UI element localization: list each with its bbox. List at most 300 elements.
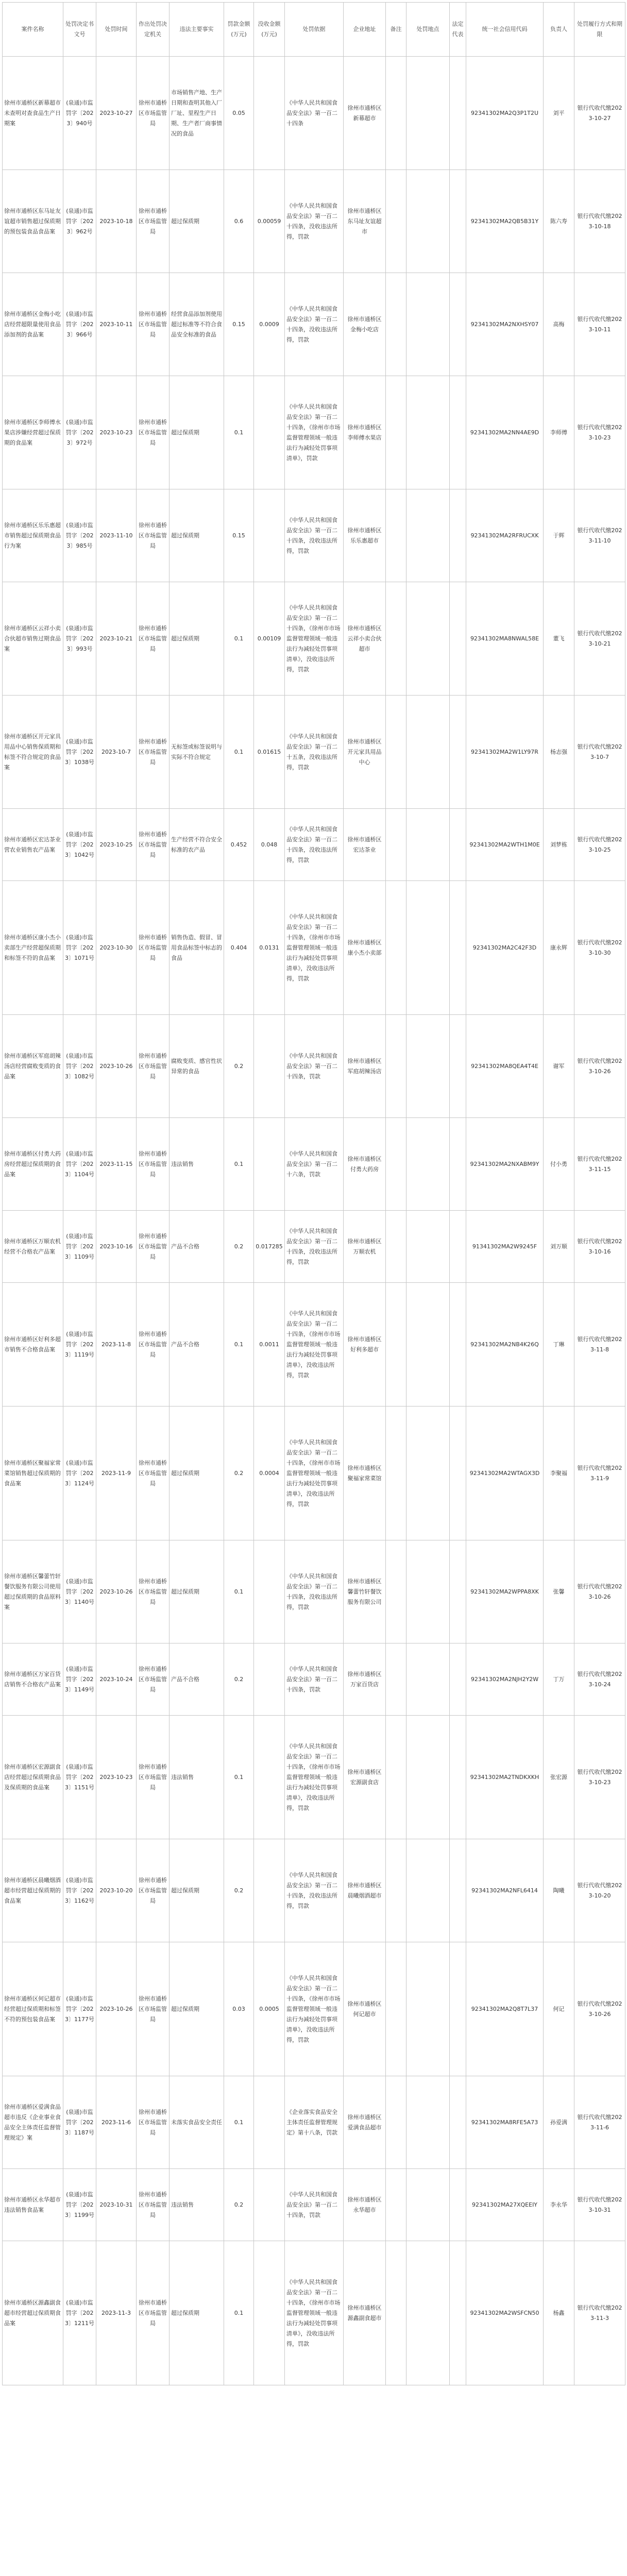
violation-fact-cell: 超过保质期 bbox=[170, 489, 224, 582]
enterprise-address-cell: 徐州市通桥区东马址友谊超市 bbox=[344, 170, 386, 273]
responsible-person-cell: 丁琳 bbox=[544, 1283, 574, 1406]
confiscation-amount-cell bbox=[254, 2076, 285, 2169]
responsible-person-cell: 陶曦 bbox=[544, 1839, 574, 1942]
credit-code-cell: 92341302MA2WTH1M0E bbox=[466, 809, 544, 881]
table-row bbox=[3, 881, 625, 1015]
decision-number-cell: (泉通)市监罚字〔2023〕1211号 bbox=[63, 2241, 96, 2385]
enterprise-address-cell: 徐州市通桥区万顺农机 bbox=[344, 1211, 386, 1283]
legal-representative-cell bbox=[450, 1540, 466, 1643]
confiscation-amount-cell bbox=[254, 2241, 285, 2385]
responsible-person-cell: 付小勇 bbox=[544, 1118, 574, 1211]
credit-code-cell: 92341302MA2WTAGX3D bbox=[466, 1406, 544, 1540]
enterprise-address-cell: 徐州市通桥区聚福家常菜馆 bbox=[344, 1406, 386, 1540]
penalty-location-cell bbox=[406, 2169, 450, 2241]
table-row bbox=[3, 1540, 625, 1643]
payment-method-cell: 银行代收代缴2023-10-26 bbox=[574, 1942, 625, 2076]
authority-cell: 徐州市通桥区市场监管局 bbox=[137, 1716, 170, 1839]
credit-code-cell: 92341302MA2WPPA8XK bbox=[466, 1540, 544, 1643]
penalty-location-cell bbox=[406, 489, 450, 582]
legal-representative-cell bbox=[450, 1643, 466, 1716]
penalty-location-cell bbox=[406, 1643, 450, 1716]
table-row bbox=[3, 1643, 625, 1716]
remark-cell bbox=[386, 1839, 406, 1942]
legal-basis-cell: 《中华人民共和国食品安全法》第一百二十四条，没收违法所得，罚款 bbox=[285, 1211, 344, 1283]
legal-basis-cell: 《企业落实食品安全主体责任监督管理规定》第十八条，罚款 bbox=[285, 2076, 344, 2169]
table-row bbox=[3, 1211, 625, 1283]
violation-fact-cell: 腐败变质、感官性状异常的食品 bbox=[170, 1015, 224, 1118]
penalty-date-cell: 2023-11-3 bbox=[96, 2241, 137, 2385]
remark-cell bbox=[386, 696, 406, 809]
legal-basis-cell: 《中华人民共和国食品安全法》第一百二十四条，罚款 bbox=[285, 1015, 344, 1118]
column-header: 违法主要事实 bbox=[170, 3, 224, 57]
enterprise-address-cell: 徐州市通桥区金梅小吃店 bbox=[344, 273, 386, 376]
fine-amount-cell: 0.05 bbox=[224, 57, 254, 170]
violation-fact-cell: 生产经营不符合安全标准的农产品 bbox=[170, 809, 224, 881]
confiscation-amount-cell bbox=[254, 1839, 285, 1942]
decision-number-cell: (泉通)市监罚字〔2023〕1038号 bbox=[63, 696, 96, 809]
table-row bbox=[3, 57, 625, 170]
legal-representative-cell bbox=[450, 57, 466, 170]
case-name-cell: 徐州市通桥区宏源副食店经营超过保质期食品及保质期的食品案 bbox=[3, 1716, 63, 1839]
remark-cell bbox=[386, 2169, 406, 2241]
case-name-cell: 徐州市通桥区军庭胡辣汤店经营腐败变质的食品案 bbox=[3, 1015, 63, 1118]
enterprise-address-cell: 徐州市通桥区永华超市 bbox=[344, 2169, 386, 2241]
fine-amount-cell: 0.15 bbox=[224, 489, 254, 582]
table-row bbox=[3, 1839, 625, 1942]
decision-number-cell: (泉通)市监罚字〔2023〕993号 bbox=[63, 582, 96, 696]
penalty-date-cell: 2023-11-10 bbox=[96, 489, 137, 582]
penalty-location-cell bbox=[406, 1283, 450, 1406]
remark-cell bbox=[386, 1283, 406, 1406]
legal-representative-cell bbox=[450, 881, 466, 1015]
payment-method-cell: 银行代收代缴2023-10-21 bbox=[574, 582, 625, 696]
column-header: 统一社会信用代码 bbox=[466, 3, 544, 57]
credit-code-cell: 92341302MA2NXHSY07 bbox=[466, 273, 544, 376]
penalty-date-cell: 2023-10-25 bbox=[96, 809, 137, 881]
table-row bbox=[3, 1942, 625, 2076]
legal-representative-cell bbox=[450, 1839, 466, 1942]
legal-basis-cell: 《中华人民共和国食品安全法》第一百二十四条，没收违法所得，罚款 bbox=[285, 1839, 344, 1942]
penalty-date-cell: 2023-11-9 bbox=[96, 1406, 137, 1540]
penalty-date-cell: 2023-10-23 bbox=[96, 376, 137, 489]
remark-cell bbox=[386, 1942, 406, 2076]
enterprise-address-cell: 徐州市通桥区李师傅水果店 bbox=[344, 376, 386, 489]
violation-fact-cell: 销售伪造、假冒、冒用食品标签中标志的食品 bbox=[170, 881, 224, 1015]
remark-cell bbox=[386, 1643, 406, 1716]
responsible-person-cell: 谢军 bbox=[544, 1015, 574, 1118]
penalty-date-cell: 2023-10-20 bbox=[96, 1839, 137, 1942]
fine-amount-cell: 0.1 bbox=[224, 2076, 254, 2169]
table-row bbox=[3, 1406, 625, 1540]
fine-amount-cell: 0.2 bbox=[224, 1406, 254, 1540]
remark-cell bbox=[386, 1118, 406, 1211]
decision-number-cell: (泉通)市监罚字〔2023〕1082号 bbox=[63, 1015, 96, 1118]
fine-amount-cell: 0.452 bbox=[224, 809, 254, 881]
confiscation-amount-cell bbox=[254, 1643, 285, 1716]
enterprise-address-cell: 徐州市通桥区开元家具用品中心 bbox=[344, 696, 386, 809]
enterprise-address-cell: 徐州市通桥区康小杰小卖部 bbox=[344, 881, 386, 1015]
penalty-location-cell bbox=[406, 273, 450, 376]
table-row bbox=[3, 2169, 625, 2241]
enterprise-address-cell: 徐州市通桥区军庭胡辣汤店 bbox=[344, 1015, 386, 1118]
decision-number-cell: (泉通)市监罚字〔2023〕940号 bbox=[63, 57, 96, 170]
payment-method-cell: 银行代收代缴2023-11-8 bbox=[574, 1283, 625, 1406]
table-row bbox=[3, 1716, 625, 1839]
remark-cell bbox=[386, 273, 406, 376]
table-row bbox=[3, 809, 625, 881]
fine-amount-cell: 0.1 bbox=[224, 582, 254, 696]
confiscation-amount-cell: 0.0131 bbox=[254, 881, 285, 1015]
remark-cell bbox=[386, 1716, 406, 1839]
decision-number-cell: (泉通)市监罚字〔2023〕1199号 bbox=[63, 2169, 96, 2241]
enterprise-address-cell: 徐州市通桥区晨曦烟酒超市 bbox=[344, 1839, 386, 1942]
table-row bbox=[3, 2076, 625, 2169]
authority-cell: 徐州市通桥区市场监管局 bbox=[137, 376, 170, 489]
column-header: 负责人 bbox=[544, 3, 574, 57]
authority-cell: 徐州市通桥区市场监管局 bbox=[137, 809, 170, 881]
penalty-location-cell bbox=[406, 1839, 450, 1942]
legal-basis-cell: 《中华人民共和国食品安全法》第一百二十四条 bbox=[285, 57, 344, 170]
penalty-location-cell bbox=[406, 809, 450, 881]
enterprise-address-cell: 徐州市通桥区宏达茶业 bbox=[344, 809, 386, 881]
payment-method-cell: 银行代收代缴2023-10-20 bbox=[574, 1839, 625, 1942]
credit-code-cell: 92341302MA2NN4AE9D bbox=[466, 376, 544, 489]
authority-cell: 徐州市通桥区市场监管局 bbox=[137, 1406, 170, 1540]
penalty-date-cell: 2023-10-26 bbox=[96, 1540, 137, 1643]
enterprise-address-cell: 徐州市通桥区乐乐惠超市 bbox=[344, 489, 386, 582]
responsible-person-cell: 陈六寿 bbox=[544, 170, 574, 273]
fine-amount-cell: 0.6 bbox=[224, 170, 254, 273]
case-name-cell: 徐州市通桥区爱满食品超市违反《企业事业食品安全主体责任监督管理规定》案 bbox=[3, 2076, 63, 2169]
remark-cell bbox=[386, 881, 406, 1015]
authority-cell: 徐州市通桥区市场监管局 bbox=[137, 881, 170, 1015]
table-row bbox=[3, 376, 625, 489]
decision-number-cell: (泉通)市监罚字〔2023〕1119号 bbox=[63, 1283, 96, 1406]
confiscation-amount-cell: 0.0005 bbox=[254, 1942, 285, 2076]
column-header: 备注 bbox=[386, 3, 406, 57]
decision-number-cell: (泉通)市监罚字〔2023〕966号 bbox=[63, 273, 96, 376]
column-header: 处罚依据 bbox=[285, 3, 344, 57]
responsible-person-cell: 刘万顺 bbox=[544, 1211, 574, 1283]
case-name-cell: 徐州市通桥区东马址友谊超市销售超过保质期的预包装食品食品案 bbox=[3, 170, 63, 273]
legal-representative-cell bbox=[450, 376, 466, 489]
legal-representative-cell bbox=[450, 273, 466, 376]
responsible-person-cell: 李永华 bbox=[544, 2169, 574, 2241]
table-row bbox=[3, 582, 625, 696]
payment-method-cell: 银行代收代缴2023-10-23 bbox=[574, 376, 625, 489]
confiscation-amount-cell: 0.0009 bbox=[254, 273, 285, 376]
remark-cell bbox=[386, 489, 406, 582]
penalty-location-cell bbox=[406, 57, 450, 170]
penalty-date-cell: 2023-10-7 bbox=[96, 696, 137, 809]
column-header: 处罚时间 bbox=[96, 3, 137, 57]
legal-representative-cell bbox=[450, 1211, 466, 1283]
payment-method-cell: 银行代收代缴2023-10-26 bbox=[574, 1015, 625, 1118]
fine-amount-cell: 0.2 bbox=[224, 1015, 254, 1118]
penalty-location-cell bbox=[406, 881, 450, 1015]
table-row bbox=[3, 2241, 625, 2385]
table-header-row bbox=[3, 3, 625, 57]
remark-cell bbox=[386, 170, 406, 273]
credit-code-cell: 92341302MA2RFRUCXK bbox=[466, 489, 544, 582]
column-header: 法定代表 bbox=[450, 3, 466, 57]
responsible-person-cell: 李聚福 bbox=[544, 1406, 574, 1540]
case-name-cell: 徐州市通桥区宏达茶业营农业销售农产品案 bbox=[3, 809, 63, 881]
legal-basis-cell: 《中华人民共和国食品安全法》第一百二十四条，《徐州市市场监督管理领域一般违法行为减轻处罚事项清单》，没收违法所得，罚款 bbox=[285, 1283, 344, 1406]
fine-amount-cell: 0.2 bbox=[224, 1643, 254, 1716]
case-name-cell: 徐州市通桥区馨蕾竹轩餐饮服务有限公司使用超过保质期的食品原料案 bbox=[3, 1540, 63, 1643]
penalty-location-cell bbox=[406, 696, 450, 809]
document-page bbox=[2, 2, 625, 2385]
column-header: 罚款金额(万元) bbox=[224, 3, 254, 57]
violation-fact-cell: 超过保质期 bbox=[170, 376, 224, 489]
responsible-person-cell: 杨鑫 bbox=[544, 2241, 574, 2385]
column-header: 没收金额(万元) bbox=[254, 3, 285, 57]
enterprise-address-cell: 徐州市通桥区何记超市 bbox=[344, 1942, 386, 2076]
table-row bbox=[3, 1015, 625, 1118]
enterprise-address-cell: 徐州市通桥区付勇大药房 bbox=[344, 1118, 386, 1211]
remark-cell bbox=[386, 57, 406, 170]
enterprise-address-cell: 徐州市通桥区宏源副食店 bbox=[344, 1716, 386, 1839]
case-name-cell: 徐州市通桥区云祥小卖合伙超市销售过期食品案 bbox=[3, 582, 63, 696]
violation-fact-cell: 超过保质期 bbox=[170, 1942, 224, 2076]
penalty-location-cell bbox=[406, 170, 450, 273]
penalty-table bbox=[2, 2, 625, 2385]
table-row bbox=[3, 1283, 625, 1406]
legal-basis-cell: 《中华人民共和国食品安全法》第一百二十四条，《徐州市市场监督管理领域一般违法行为减轻处罚事项清单》，没收违法所得，罚款 bbox=[285, 1942, 344, 2076]
table-row bbox=[3, 1118, 625, 1211]
legal-representative-cell bbox=[450, 2241, 466, 2385]
case-name-cell: 徐州市通桥区聚福家常菜馆销售超过保质期的食品案 bbox=[3, 1406, 63, 1540]
confiscation-amount-cell bbox=[254, 1716, 285, 1839]
violation-fact-cell: 无标签或标签说明与实际不符合规定 bbox=[170, 696, 224, 809]
responsible-person-cell: 于辉 bbox=[544, 489, 574, 582]
penalty-location-cell bbox=[406, 1716, 450, 1839]
remark-cell bbox=[386, 1211, 406, 1283]
legal-representative-cell bbox=[450, 696, 466, 809]
legal-basis-cell: 《中华人民共和国食品安全法》第一百二十四条，没收违法所得，罚款 bbox=[285, 273, 344, 376]
fine-amount-cell: 0.1 bbox=[224, 376, 254, 489]
authority-cell: 徐州市通桥区市场监管局 bbox=[137, 1015, 170, 1118]
authority-cell: 徐州市通桥区市场监管局 bbox=[137, 1942, 170, 2076]
case-name-cell: 徐州市通桥区开元家具用品中心销售保质期和标签不符合规定的食品案 bbox=[3, 696, 63, 809]
enterprise-address-cell: 徐州市通桥区好利多超市 bbox=[344, 1283, 386, 1406]
legal-representative-cell bbox=[450, 170, 466, 273]
authority-cell: 徐州市通桥区市场监管局 bbox=[137, 57, 170, 170]
confiscation-amount-cell: 0.0011 bbox=[254, 1283, 285, 1406]
penalty-location-cell bbox=[406, 1540, 450, 1643]
authority-cell: 徐州市通桥区市场监管局 bbox=[137, 1118, 170, 1211]
penalty-location-cell bbox=[406, 1015, 450, 1118]
payment-method-cell: 银行代收代缴2023-10-23 bbox=[574, 1716, 625, 1839]
legal-representative-cell bbox=[450, 1406, 466, 1540]
penalty-date-cell: 2023-10-31 bbox=[96, 2169, 137, 2241]
violation-fact-cell: 违法销售 bbox=[170, 2169, 224, 2241]
credit-code-cell: 91341302MA2W9245F bbox=[466, 1211, 544, 1283]
fine-amount-cell: 0.1 bbox=[224, 696, 254, 809]
violation-fact-cell: 未落实食品安全责任 bbox=[170, 2076, 224, 2169]
confiscation-amount-cell: 0.048 bbox=[254, 809, 285, 881]
column-header: 企业地址 bbox=[344, 3, 386, 57]
column-header: 案件名称 bbox=[3, 3, 63, 57]
legal-basis-cell: 《中华人民共和国食品安全法》第一百二十四条，没收违法所得，罚款 bbox=[285, 1540, 344, 1643]
confiscation-amount-cell bbox=[254, 1118, 285, 1211]
table-row bbox=[3, 696, 625, 809]
case-name-cell: 徐州市通桥区永华超市违法销售食品案 bbox=[3, 2169, 63, 2241]
table-row bbox=[3, 489, 625, 582]
violation-fact-cell: 违法销售 bbox=[170, 1118, 224, 1211]
payment-method-cell: 银行代收代缴2023-10-26 bbox=[574, 1540, 625, 1643]
decision-number-cell: (泉通)市监罚字〔2023〕972号 bbox=[63, 376, 96, 489]
penalty-date-cell: 2023-10-27 bbox=[96, 57, 137, 170]
remark-cell bbox=[386, 1540, 406, 1643]
legal-basis-cell: 《中华人民共和国食品安全法》第一百二十四条，《徐州市市场监督管理领域一般违法行为减轻处罚事项清单》，没收违法所得，罚款 bbox=[285, 881, 344, 1015]
payment-method-cell: 银行代收代缴2023-10-30 bbox=[574, 881, 625, 1015]
penalty-location-cell bbox=[406, 2076, 450, 2169]
authority-cell: 徐州市通桥区市场监管局 bbox=[137, 170, 170, 273]
legal-representative-cell bbox=[450, 1716, 466, 1839]
violation-fact-cell: 经营食品添加剂使用超过标准等不符合食品安全标准的食品 bbox=[170, 273, 224, 376]
column-header: 处罚地点 bbox=[406, 3, 450, 57]
decision-number-cell: (泉通)市监罚字〔2023〕1042号 bbox=[63, 809, 96, 881]
responsible-person-cell: 何记 bbox=[544, 1942, 574, 2076]
legal-representative-cell bbox=[450, 1283, 466, 1406]
authority-cell: 徐州市通桥区市场监管局 bbox=[137, 1540, 170, 1643]
violation-fact-cell: 超过保质期 bbox=[170, 170, 224, 273]
authority-cell: 徐州市通桥区市场监管局 bbox=[137, 2241, 170, 2385]
violation-fact-cell: 超过保质期 bbox=[170, 582, 224, 696]
authority-cell: 徐州市通桥区市场监管局 bbox=[137, 2076, 170, 2169]
authority-cell: 徐州市通桥区市场监管局 bbox=[137, 696, 170, 809]
confiscation-amount-cell: 0.01615 bbox=[254, 696, 285, 809]
enterprise-address-cell: 徐州市通桥区新幕超市 bbox=[344, 57, 386, 170]
case-name-cell: 徐州市通桥区金梅小吃店经营超限量使用食品添加剂的食品案 bbox=[3, 273, 63, 376]
responsible-person-cell: 刘平 bbox=[544, 57, 574, 170]
column-header: 作出处罚决定机关 bbox=[137, 3, 170, 57]
confiscation-amount-cell: 0.00059 bbox=[254, 170, 285, 273]
responsible-person-cell: 刘梦栋 bbox=[544, 809, 574, 881]
legal-basis-cell: 《中华人民共和国食品安全法》第一百二十四条，罚款 bbox=[285, 2169, 344, 2241]
remark-cell bbox=[386, 2241, 406, 2385]
fine-amount-cell: 0.1 bbox=[224, 1540, 254, 1643]
fine-amount-cell: 0.404 bbox=[224, 881, 254, 1015]
responsible-person-cell: 杨志强 bbox=[544, 696, 574, 809]
penalty-location-cell bbox=[406, 1118, 450, 1211]
payment-method-cell: 银行代收代缴2023-11-3 bbox=[574, 2241, 625, 2385]
decision-number-cell: (泉通)市监罚字〔2023〕1109号 bbox=[63, 1211, 96, 1283]
penalty-date-cell: 2023-11-15 bbox=[96, 1118, 137, 1211]
fine-amount-cell: 0.2 bbox=[224, 1211, 254, 1283]
penalty-date-cell: 2023-10-18 bbox=[96, 170, 137, 273]
legal-basis-cell: 《中华人民共和国食品安全法》第一百二十四条，没收违法所得，罚款 bbox=[285, 489, 344, 582]
enterprise-address-cell: 徐州市通桥区爱满食品超市 bbox=[344, 2076, 386, 2169]
violation-fact-cell: 产品不合格 bbox=[170, 1283, 224, 1406]
credit-code-cell: 92341302MA8QEA4T4E bbox=[466, 1015, 544, 1118]
enterprise-address-cell: 徐州市通桥区万家百货店 bbox=[344, 1643, 386, 1716]
authority-cell: 徐州市通桥区市场监管局 bbox=[137, 2169, 170, 2241]
violation-fact-cell: 违法销售 bbox=[170, 1716, 224, 1839]
penalty-date-cell: 2023-10-16 bbox=[96, 1211, 137, 1283]
decision-number-cell: (泉通)市监罚字〔2023〕1177号 bbox=[63, 1942, 96, 2076]
penalty-date-cell: 2023-10-26 bbox=[96, 1015, 137, 1118]
decision-number-cell: (泉通)市监罚字〔2023〕1151号 bbox=[63, 1716, 96, 1839]
fine-amount-cell: 0.1 bbox=[224, 1283, 254, 1406]
legal-basis-cell: 《中华人民共和国食品安全法》第一百二十四条，《徐州市市场监督管理领域一般违法行为减轻处罚事项清单》，没收违法所得，罚款 bbox=[285, 1716, 344, 1839]
responsible-person-cell: 张馨 bbox=[544, 1540, 574, 1643]
violation-fact-cell: 超过保质期 bbox=[170, 1540, 224, 1643]
legal-representative-cell bbox=[450, 1015, 466, 1118]
fine-amount-cell: 0.1 bbox=[224, 1118, 254, 1211]
authority-cell: 徐州市通桥区市场监管局 bbox=[137, 1211, 170, 1283]
decision-number-cell: (泉通)市监罚字〔2023〕1187号 bbox=[63, 2076, 96, 2169]
decision-number-cell: (泉通)市监罚字〔2023〕1071号 bbox=[63, 881, 96, 1015]
confiscation-amount-cell bbox=[254, 489, 285, 582]
remark-cell bbox=[386, 1406, 406, 1540]
case-name-cell: 徐州市通桥区乐乐惠超市销售超过保质期食品行为案 bbox=[3, 489, 63, 582]
authority-cell: 徐州市通桥区市场监管局 bbox=[137, 489, 170, 582]
responsible-person-cell: 李师傅 bbox=[544, 376, 574, 489]
column-header: 处罚履行方式和期限 bbox=[574, 3, 625, 57]
case-name-cell: 徐州市通桥区源鑫副食超市经营超过保质期食品案 bbox=[3, 2241, 63, 2385]
legal-representative-cell bbox=[450, 489, 466, 582]
payment-method-cell: 银行代收代缴2023-11-6 bbox=[574, 2076, 625, 2169]
penalty-date-cell: 2023-10-11 bbox=[96, 273, 137, 376]
credit-code-cell: 92341302MA2W1LY97R bbox=[466, 696, 544, 809]
legal-representative-cell bbox=[450, 2076, 466, 2169]
violation-fact-cell: 产品不合格 bbox=[170, 1643, 224, 1716]
legal-representative-cell bbox=[450, 1118, 466, 1211]
decision-number-cell: (泉通)市监罚字〔2023〕1149号 bbox=[63, 1643, 96, 1716]
legal-basis-cell: 《中华人民共和国食品安全法》第一百二十四条，《徐州市市场监督管理领域一般违法行为减轻处罚事项清单》，没收违法所得，罚款 bbox=[285, 1406, 344, 1540]
fine-amount-cell: 0.03 bbox=[224, 1942, 254, 2076]
decision-number-cell: (泉通)市监罚字〔2023〕1162号 bbox=[63, 1839, 96, 1942]
column-header: 处罚决定书文号 bbox=[63, 3, 96, 57]
payment-method-cell: 银行代收代缴2023-10-18 bbox=[574, 170, 625, 273]
responsible-person-cell: 张宏源 bbox=[544, 1716, 574, 1839]
penalty-date-cell: 2023-10-30 bbox=[96, 881, 137, 1015]
violation-fact-cell: 产品不合格 bbox=[170, 1211, 224, 1283]
legal-representative-cell bbox=[450, 2169, 466, 2241]
penalty-location-cell bbox=[406, 1942, 450, 2076]
payment-method-cell: 银行代收代缴2023-10-27 bbox=[574, 57, 625, 170]
table-body bbox=[3, 57, 625, 2385]
responsible-person-cell: 孙爱满 bbox=[544, 2076, 574, 2169]
confiscation-amount-cell bbox=[254, 57, 285, 170]
payment-method-cell: 银行代收代缴2023-10-25 bbox=[574, 809, 625, 881]
enterprise-address-cell: 徐州市通桥区云祥小卖合伙超市 bbox=[344, 582, 386, 696]
case-name-cell: 徐州市通桥区好利多超市销售不合格食品案 bbox=[3, 1283, 63, 1406]
penalty-date-cell: 2023-10-24 bbox=[96, 1643, 137, 1716]
fine-amount-cell: 0.15 bbox=[224, 273, 254, 376]
remark-cell bbox=[386, 2076, 406, 2169]
credit-code-cell: 92341302MA2NJH2Y2W bbox=[466, 1643, 544, 1716]
legal-basis-cell: 《中华人民共和国食品安全法》第一百二十五条，没收违法所得，罚款 bbox=[285, 696, 344, 809]
payment-method-cell: 银行代收代缴2023-10-31 bbox=[574, 2169, 625, 2241]
confiscation-amount-cell bbox=[254, 376, 285, 489]
fine-amount-cell: 0.2 bbox=[224, 1839, 254, 1942]
violation-fact-cell: 超过保质期 bbox=[170, 1839, 224, 1942]
credit-code-cell: 92341302MA27XQEEIY bbox=[466, 2169, 544, 2241]
payment-method-cell: 银行代收代缴2023-11-15 bbox=[574, 1118, 625, 1211]
decision-number-cell: (泉通)市监罚字〔2023〕1104号 bbox=[63, 1118, 96, 1211]
confiscation-amount-cell bbox=[254, 2169, 285, 2241]
authority-cell: 徐州市通桥区市场监管局 bbox=[137, 1839, 170, 1942]
legal-basis-cell: 《中华人民共和国食品安全法》第一百二十四条，《徐州市市场监督管理领域一般违法行为减轻处罚事项清单》，没收违法所得，罚款 bbox=[285, 2241, 344, 2385]
credit-code-cell: 92341302MA8NWAL58E bbox=[466, 582, 544, 696]
legal-representative-cell bbox=[450, 1942, 466, 2076]
authority-cell: 徐州市通桥区市场监管局 bbox=[137, 273, 170, 376]
case-name-cell: 徐州市通桥区何记超市经营超过保质期和标签不符的预包装食品案 bbox=[3, 1942, 63, 2076]
